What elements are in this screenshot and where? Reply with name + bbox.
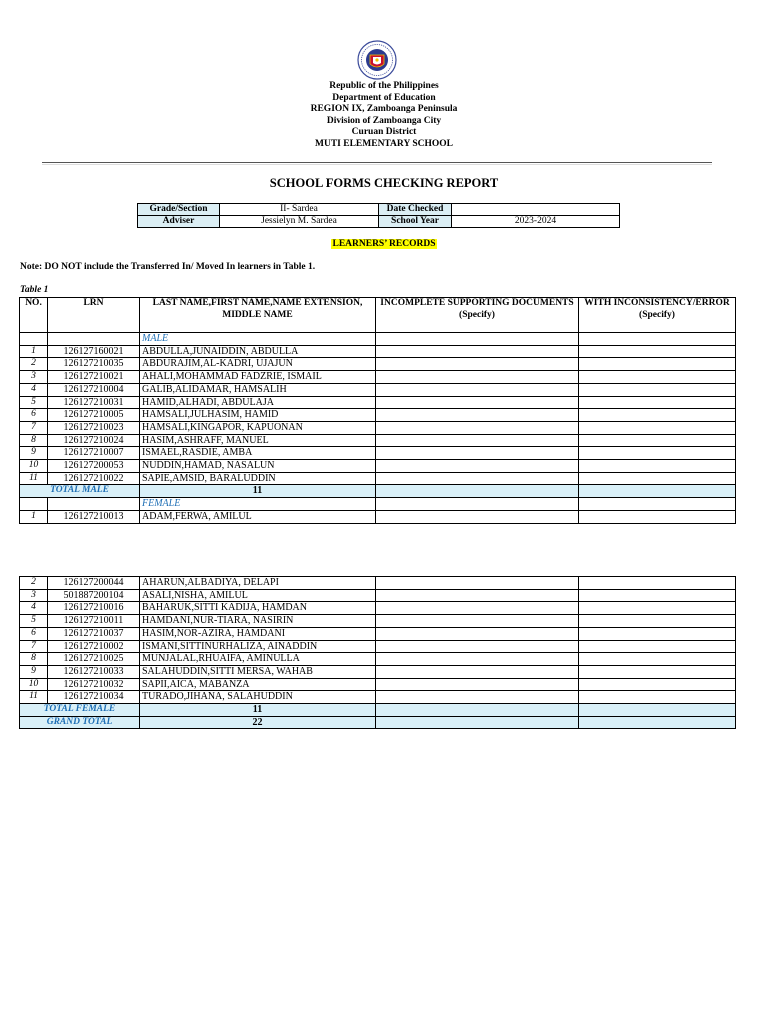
letterhead-line-division: Division of Zamboanga City <box>326 115 442 126</box>
table-caption: Table 1 <box>20 285 49 295</box>
row-name: SALAHUDDIN,SITTI MERSA, WAHAB <box>140 665 376 678</box>
table-row <box>20 653 736 666</box>
table-row <box>20 472 736 485</box>
row-inconsistency[interactable] <box>579 371 736 384</box>
row-incomplete-documents[interactable] <box>376 421 579 434</box>
row-inconsistency[interactable] <box>579 345 736 358</box>
header-divider-shadow <box>42 164 712 165</box>
total-male-row-label: TOTAL MALE <box>20 485 140 498</box>
row-incomplete-documents[interactable] <box>376 447 579 460</box>
total-female-row <box>20 704 736 717</box>
female-section-label: FEMALE <box>140 498 376 511</box>
row-number: 11 <box>20 472 48 485</box>
school-year-value: 2023-2024 <box>452 216 620 228</box>
header-no: NO. <box>20 298 48 333</box>
row-lrn: 126127210016 <box>48 602 140 615</box>
row-lrn: 126127210004 <box>48 383 140 396</box>
male-section-label: MALE <box>140 333 376 346</box>
letterhead-line-district: Curuan District <box>351 127 417 138</box>
row-incomplete-documents[interactable] <box>376 510 579 523</box>
row-incomplete-documents[interactable] <box>376 627 579 640</box>
adviser-label: Adviser <box>138 216 220 228</box>
header-lrn: LRN <box>48 298 140 333</box>
row-inconsistency[interactable] <box>579 602 736 615</box>
row-name: HASIM,NOR-AZIRA, HAMDANI <box>140 627 376 640</box>
row-number: 3 <box>20 589 48 602</box>
row-incomplete-documents[interactable] <box>376 602 579 615</box>
row-number: 3 <box>20 371 48 384</box>
row-incomplete-documents[interactable] <box>376 472 579 485</box>
header-inconsistency: WITH INCONSISTENCY/ERROR (Specify) <box>579 298 736 333</box>
records-heading-text: LEARNERS’ RECORDS <box>332 239 436 249</box>
row-number: 9 <box>20 665 48 678</box>
row-number: 6 <box>20 409 48 422</box>
row-name: ISMAEL,RASDIE, AMBA <box>140 447 376 460</box>
header-divider <box>42 162 712 163</box>
row-lrn: 126127210007 <box>48 447 140 460</box>
row-incomplete-documents[interactable] <box>376 409 579 422</box>
empty-cell <box>376 333 579 346</box>
empty-cell <box>579 485 736 498</box>
row-inconsistency[interactable] <box>579 615 736 628</box>
row-number: 4 <box>20 602 48 615</box>
row-lrn: 126127210022 <box>48 472 140 485</box>
row-name: ISMANI,SITTINURHALIZA, AINADDIN <box>140 640 376 653</box>
table-row <box>20 345 736 358</box>
table-row <box>20 577 736 590</box>
row-lrn: 126127210002 <box>48 640 140 653</box>
row-name: SAPII,AICA, MABANZA <box>140 678 376 691</box>
letterhead <box>0 81 768 151</box>
row-number: 2 <box>20 358 48 371</box>
learners-table-continued <box>19 576 736 729</box>
row-incomplete-documents[interactable] <box>376 371 579 384</box>
row-inconsistency[interactable] <box>579 665 736 678</box>
row-name: NUDDIN,HAMAD, NASALUN <box>140 460 376 473</box>
deped-seal-icon <box>357 40 397 80</box>
row-number: 2 <box>20 577 48 590</box>
empty-cell <box>579 333 736 346</box>
grand-total-row-label: GRAND TOTAL <box>20 716 140 729</box>
row-lrn: 126127210005 <box>48 409 140 422</box>
row-incomplete-documents[interactable] <box>376 358 579 371</box>
grand-total-row-value: 22 <box>140 716 376 729</box>
row-incomplete-documents[interactable] <box>376 640 579 653</box>
row-lrn: 126127210013 <box>48 510 140 523</box>
row-number: 9 <box>20 447 48 460</box>
total-female-row-label: TOTAL FEMALE <box>20 704 140 717</box>
row-name: TURADO,JIHANA, SALAHUDDIN <box>140 691 376 704</box>
row-lrn: 126127210025 <box>48 653 140 666</box>
table-row <box>20 409 736 422</box>
male-section <box>20 333 736 346</box>
row-name: SAPIE,AMSID, BARALUDDIN <box>140 472 376 485</box>
row-name: MUNJALAL,RHUAIFA, AMINULLA <box>140 653 376 666</box>
table-row <box>20 627 736 640</box>
grand-total-row <box>20 716 736 729</box>
row-number: 8 <box>20 653 48 666</box>
row-lrn: 126127210031 <box>48 396 140 409</box>
row-incomplete-documents[interactable] <box>376 589 579 602</box>
row-number: 10 <box>20 460 48 473</box>
row-lrn: 126127210011 <box>48 615 140 628</box>
empty-cell <box>376 704 579 717</box>
row-name: BAHARUK,SITTI KADIJA, HAMDAN <box>140 602 376 615</box>
row-incomplete-documents[interactable] <box>376 434 579 447</box>
row-lrn: 501887200104 <box>48 589 140 602</box>
learners-table <box>19 297 736 524</box>
row-number: 10 <box>20 678 48 691</box>
row-number: 5 <box>20 396 48 409</box>
row-inconsistency[interactable] <box>579 653 736 666</box>
header-name: LAST NAME,FIRST NAME,NAME EXTENSION, MIDDLE NAME <box>140 298 376 333</box>
total-male-row-value: 11 <box>140 485 376 498</box>
row-lrn: 126127210023 <box>48 421 140 434</box>
row-number: 11 <box>20 691 48 704</box>
row-incomplete-documents[interactable] <box>376 383 579 396</box>
table-row <box>20 434 736 447</box>
row-name: HAMSALI,JULHASIM, HAMID <box>140 409 376 422</box>
empty-cell <box>376 498 579 511</box>
row-name: ADAM,FERWA, AMILUL <box>140 510 376 523</box>
records-heading <box>0 239 768 249</box>
row-inconsistency[interactable] <box>579 396 736 409</box>
row-name: HAMID,ALHADI, ABDULAJA <box>140 396 376 409</box>
empty-cell <box>48 498 140 511</box>
row-inconsistency[interactable] <box>579 358 736 371</box>
row-inconsistency[interactable] <box>579 472 736 485</box>
table-row <box>20 421 736 434</box>
total-male-row <box>20 485 736 498</box>
row-number: 6 <box>20 627 48 640</box>
row-number: 4 <box>20 383 48 396</box>
row-number: 1 <box>20 510 48 523</box>
table-row <box>20 691 736 704</box>
row-number: 5 <box>20 615 48 628</box>
table-row <box>20 383 736 396</box>
empty-cell <box>579 704 736 717</box>
row-name: HASIM,ASHRAFF, MANUEL <box>140 434 376 447</box>
row-inconsistency[interactable] <box>579 383 736 396</box>
table-row <box>20 447 736 460</box>
table-row <box>20 358 736 371</box>
row-incomplete-documents[interactable] <box>376 691 579 704</box>
letterhead-line-department: Department of Education <box>332 92 436 103</box>
row-number: 7 <box>20 640 48 653</box>
row-name: ABDURAJIM,AL-KADRI, UJAJUN <box>140 358 376 371</box>
row-name: GALIB,ALIDAMAR, HAMSALIH <box>140 383 376 396</box>
learners-table-continued-body <box>20 577 736 729</box>
note: Note: DO NOT include the Transferred In/ Moved In learners in Table 1. <box>20 262 316 272</box>
row-inconsistency[interactable] <box>579 691 736 704</box>
empty-cell <box>376 716 579 729</box>
row-lrn: 126127210021 <box>48 371 140 384</box>
row-inconsistency[interactable] <box>579 421 736 434</box>
row-lrn: 126127210034 <box>48 691 140 704</box>
adviser-value: Jessielyn M. Sardea <box>220 216 379 228</box>
row-lrn: 126127210035 <box>48 358 140 371</box>
row-inconsistency[interactable] <box>579 447 736 460</box>
row-name: AHALI,MOHAMMAD FADZRIE, ISMAIL <box>140 371 376 384</box>
grade-section-label: Grade/Section <box>138 204 220 216</box>
empty-cell <box>579 498 736 511</box>
letterhead-line-school: MUTI ELEMENTARY SCHOOL <box>315 138 453 149</box>
row-lrn: 126127210024 <box>48 434 140 447</box>
row-incomplete-documents[interactable] <box>376 345 579 358</box>
letterhead-line-region: REGION IX, Zamboanga Peninsula <box>310 104 458 115</box>
row-number: 7 <box>20 421 48 434</box>
row-inconsistency[interactable] <box>579 460 736 473</box>
date-checked-label: Date Checked <box>379 204 452 216</box>
table-row <box>20 665 736 678</box>
row-lrn: 126127210037 <box>48 627 140 640</box>
female-section <box>20 498 736 511</box>
row-lrn: 126127160021 <box>48 345 140 358</box>
row-incomplete-documents[interactable] <box>376 396 579 409</box>
row-inconsistency[interactable] <box>579 627 736 640</box>
row-name: HAMDANI,NUR-TIARA, NASIRIN <box>140 615 376 628</box>
row-name: ASALI,NISHA, AMILUL <box>140 589 376 602</box>
row-number: 8 <box>20 434 48 447</box>
row-lrn: 126127200044 <box>48 577 140 590</box>
empty-cell <box>20 498 48 511</box>
report-title: SCHOOL FORMS CHECKING REPORT <box>269 176 499 190</box>
row-inconsistency[interactable] <box>579 434 736 447</box>
table-row <box>20 678 736 691</box>
row-name: ABDULLA,JUNAIDDIN, ABDULLA <box>140 345 376 358</box>
row-lrn: 126127210033 <box>48 665 140 678</box>
row-incomplete-documents[interactable] <box>376 615 579 628</box>
row-lrn: 126127210032 <box>48 678 140 691</box>
row-incomplete-documents[interactable] <box>376 577 579 590</box>
empty-cell <box>376 485 579 498</box>
total-female-row-value: 11 <box>140 704 376 717</box>
table-row <box>20 589 736 602</box>
table-row <box>20 640 736 653</box>
row-incomplete-documents[interactable] <box>376 665 579 678</box>
row-incomplete-documents[interactable] <box>376 460 579 473</box>
row-inconsistency[interactable] <box>579 510 736 523</box>
row-lrn: 126127200053 <box>48 460 140 473</box>
empty-cell <box>579 716 736 729</box>
table-row <box>20 396 736 409</box>
row-incomplete-documents[interactable] <box>376 678 579 691</box>
date-checked-value[interactable] <box>452 204 620 216</box>
row-inconsistency[interactable] <box>579 409 736 422</box>
table-row <box>20 615 736 628</box>
table-row <box>20 460 736 473</box>
table-row <box>20 510 736 523</box>
row-incomplete-documents[interactable] <box>376 653 579 666</box>
grade-section-value: II- Sardea <box>220 204 379 216</box>
empty-cell <box>20 333 48 346</box>
row-name: HAMSALI,KINGAPOR, KAPUONAN <box>140 421 376 434</box>
letterhead-line-republic: Republic of the Philippines <box>329 81 439 91</box>
info-table <box>137 203 620 228</box>
row-inconsistency[interactable] <box>579 577 736 590</box>
table-row <box>20 602 736 615</box>
school-year-label: School Year <box>379 216 452 228</box>
row-number: 1 <box>20 345 48 358</box>
row-name: AHARUN,ALBADIYA, DELAPI <box>140 577 376 590</box>
row-inconsistency[interactable] <box>579 678 736 691</box>
empty-cell <box>48 333 140 346</box>
row-inconsistency[interactable] <box>579 589 736 602</box>
table-row <box>20 371 736 384</box>
header-incomplete: INCOMPLETE SUPPORTING DOCUMENTS (Specify) <box>376 298 579 333</box>
learners-table-body <box>20 333 736 524</box>
row-inconsistency[interactable] <box>579 640 736 653</box>
